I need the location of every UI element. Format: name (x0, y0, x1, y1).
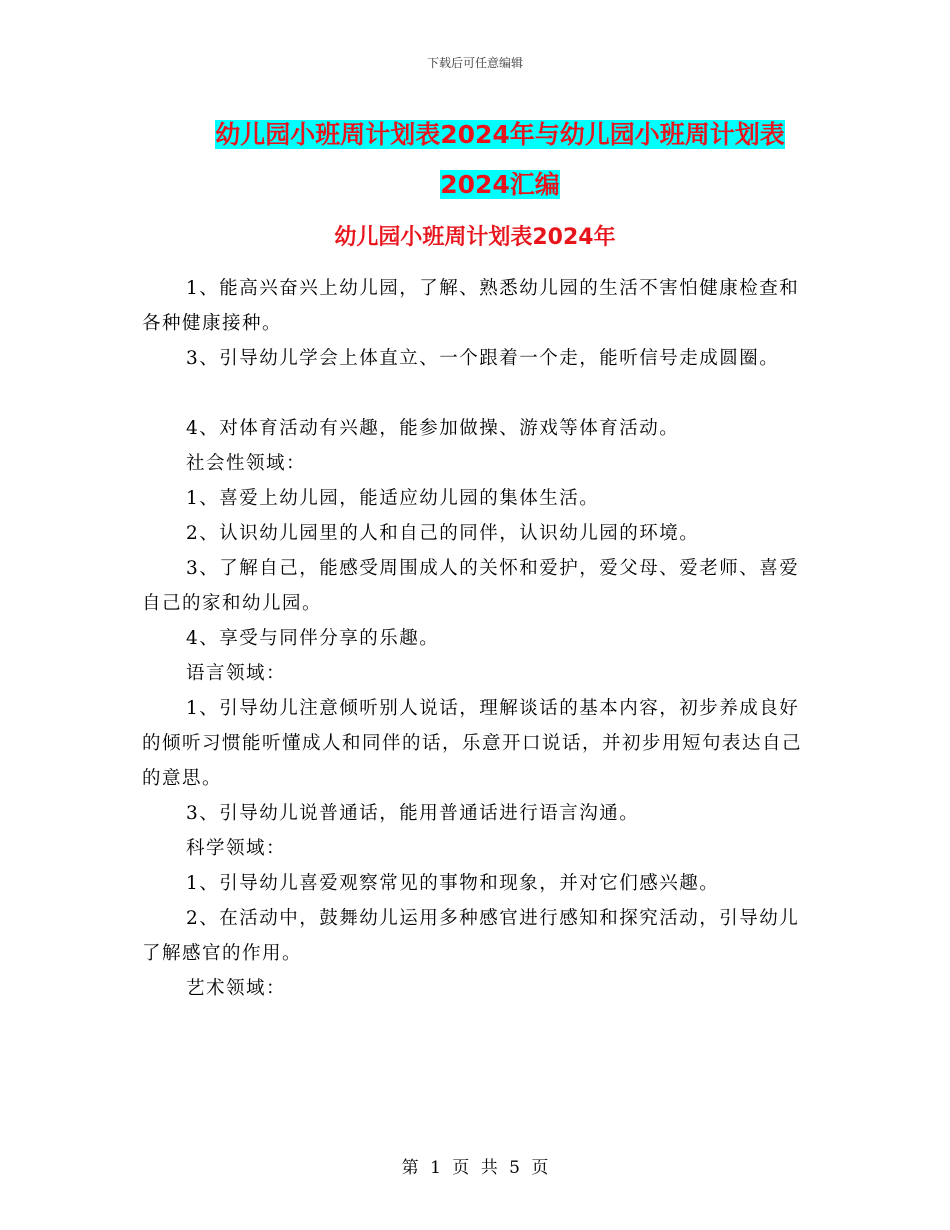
document-body (142, 271, 814, 1006)
document-title (120, 110, 880, 210)
paragraph-heading: 艺术领域： (186, 978, 287, 999)
paragraph-heading: 社会性领域： (186, 453, 307, 474)
paragraph: 1、能高兴奋兴上幼儿园，了解、熟悉幼儿园的生活不害怕健康检查和各种健康接种。 (142, 278, 800, 334)
paragraph: 4、对体育活动有兴趣，能参加做操、游戏等体育活动。 (186, 418, 680, 439)
section-title: 幼儿园小班周计划表2024年 (334, 225, 616, 250)
paragraph: 3、引导幼儿学会上体直立、一个跟着一个走，能听信号走成圆圈。 (186, 348, 780, 369)
page-footer: 第 1 页 共 5 页 (401, 1158, 549, 1178)
header-note: 下载后可任意编辑 (426, 56, 523, 70)
paragraph: 2、认识幼儿园里的人和自己的同伴，认识幼儿园的环境。 (186, 523, 700, 544)
paragraph-heading: 语言领域： (186, 663, 287, 684)
paragraph: 1、引导幼儿注意倾听别人说话，理解谈话的基本内容，初步养成良好的倾听习惯能听懂成人和同伴的话，乐意开口说话，并初步用短句表达自己的意思。 (142, 698, 803, 789)
paragraph-heading: 科学领域： (186, 838, 287, 859)
paragraph: 3、引导幼儿说普通话，能用普通话进行语言沟通。 (186, 803, 640, 824)
paragraph: 1、引导幼儿喜爱观察常见的事物和现象，并对它们感兴趣。 (186, 873, 720, 894)
document-title-line1: 幼儿园小班周计划表2024年与幼儿园小班周计划表 (215, 120, 785, 149)
document-title-line2: 2024汇编 (440, 170, 560, 199)
paragraph: 4、享受与同伴分享的乐趣。 (186, 628, 440, 649)
paragraph: 2、在活动中，鼓舞幼儿运用多种感官进行感知和探究活动，引导幼儿了解感官的作用。 (142, 908, 800, 964)
paragraph: 1、喜爱上幼儿园，能适应幼儿园的集体生活。 (186, 488, 600, 509)
paragraph: 3、了解自己，能感受周围成人的关怀和爱护，爱父母、爱老师、喜爱自己的家和幼儿园。 (142, 558, 800, 614)
